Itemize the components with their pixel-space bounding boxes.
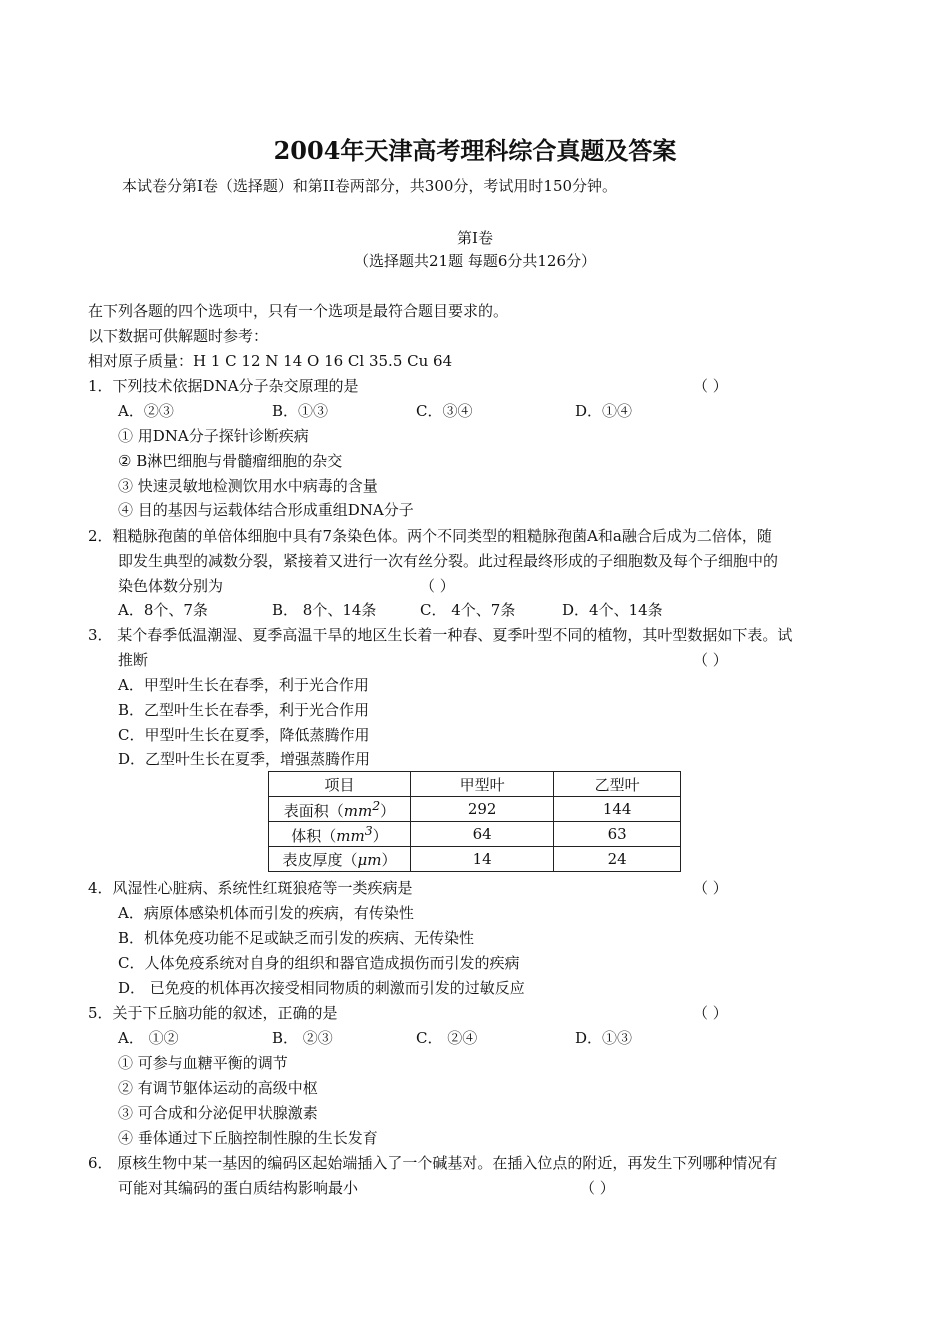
note-reference: 以下数据可供解题时参考： xyxy=(88,327,269,345)
q1-option-c: C．③④ xyxy=(416,402,473,420)
q5-option-d: D．①③ xyxy=(575,1029,633,1047)
q5-option-b: B． ②③ xyxy=(272,1029,333,1047)
table-row xyxy=(269,797,681,822)
note-atomic-mass: 相对原子质量：H 1 C 12 N 14 O 16 Cl 35.5 Cu 64 xyxy=(88,352,453,370)
intro: 本试卷分第Ⅰ卷（选择题）和第II卷两部分，共300分，考试用时150分钟。 xyxy=(122,177,618,195)
q2-stem-line2: 即发生典型的减数分裂，紧接着又进行一次有丝分裂。此过程最终形成的子细胞数及每个子细胞中的 xyxy=(118,552,779,570)
table-cell: 292 xyxy=(410,797,553,822)
q1-item-4: ④ 目的基因与运载体结合形成重组DNA分子 xyxy=(118,501,414,519)
q1-answer-bracket: （ ） xyxy=(693,377,728,395)
q2-option-d: D．4个、14条 xyxy=(562,601,663,619)
table-header-type-a: 甲型叶 xyxy=(410,772,553,797)
q1-stem: 1．下列技术依据DNA分子杂交原理的是 xyxy=(88,377,359,395)
q3-option-d: D．乙型叶生长在夏季，增强蒸腾作用 xyxy=(118,750,371,768)
table-cell: 24 xyxy=(554,847,681,872)
q6-stem-line2: 可能对其编码的蛋白质结构影响最小 xyxy=(118,1179,359,1197)
q3-stem-line1: 3． 某个春季低温潮湿、夏季高温干旱的地区生长着一种春、夏季叶型不同的植物，其叶型数据如下表。试 xyxy=(88,626,793,644)
table-cell: 14 xyxy=(410,847,553,872)
q6-stem-line1: 6． 原核生物中某一基因的编码区起始端插入了一个碱基对。在插入位点的附近，再发生下列哪种情况有 xyxy=(88,1154,778,1172)
q5-item-2: ② 有调节躯体运动的高级中枢 xyxy=(118,1079,318,1097)
q4-answer-bracket: （ ） xyxy=(693,879,728,897)
q2-option-c: C． 4个、7条 xyxy=(420,601,516,619)
q1-item-3: ③ 快速灵敏地检测饮用水中病毒的含量 xyxy=(118,477,378,495)
part1-heading: 第Ⅰ卷 xyxy=(457,229,493,247)
q1-item-1: ① 用DNA分子探针诊断疾病 xyxy=(118,427,309,445)
q3-option-c: C．甲型叶生长在夏季，降低蒸腾作用 xyxy=(118,726,370,744)
table-cell-label: 表皮厚度（μm） xyxy=(269,847,411,872)
q5-answer-bracket: （ ） xyxy=(693,1004,728,1022)
q5-item-4: ④ 垂体通过下丘脑控制性腺的生长发育 xyxy=(118,1129,378,1147)
table-cell-label: 体积$(mm^3)$ xyxy=(269,822,411,847)
table-cell: 64 xyxy=(410,822,553,847)
q3-answer-bracket: （ ） xyxy=(693,651,728,669)
leaf-data-table xyxy=(268,771,681,872)
page-title: 2004年天津高考理科综合真题及答案 xyxy=(273,136,677,165)
q5-item-3: ③ 可合成和分泌促甲状腺激素 xyxy=(118,1104,318,1122)
q3-option-a: A．甲型叶生长在春季，利于光合作用 xyxy=(118,676,369,694)
q1-option-b: B．①③ xyxy=(272,402,329,420)
q5-stem: 5．关于下丘脑功能的叙述，正确的是 xyxy=(88,1004,338,1022)
q2-stem-line1: 2．粗糙脉孢菌的单倍体细胞中具有7条染色体。两个不同类型的粗糙脉孢菌A和a融合后成为二倍体，随 xyxy=(88,527,772,545)
table-row xyxy=(269,822,681,847)
table-cell: 63 xyxy=(554,822,681,847)
table-cell-label: 表面积$(mm^2)$ xyxy=(269,797,411,822)
q4-option-a: A．病原体感染机体而引发的疾病，有传染性 xyxy=(118,904,414,922)
q3-stem-line2: 推断 xyxy=(118,651,149,669)
q2-stem-line3: 染色体数分别为 xyxy=(118,577,224,595)
q1-option-a: A．②③ xyxy=(118,402,174,420)
q4-stem: 4．风湿性心脏病、系统性红斑狼疮等一类疾病是 xyxy=(88,879,413,897)
q3-option-b: B．乙型叶生长在春季，利于光合作用 xyxy=(118,701,370,719)
table-header-item: 项目 xyxy=(269,772,411,797)
q4-option-c: C．人体免疫系统对自身的组织和器官造成损伤而引发的疾病 xyxy=(118,954,520,972)
q5-option-c: C． ②④ xyxy=(416,1029,478,1047)
q1-option-d: D．①④ xyxy=(575,402,633,420)
table-header-type-b: 乙型叶 xyxy=(554,772,681,797)
table-row xyxy=(269,847,681,872)
q2-answer-bracket: （ ） xyxy=(420,577,455,595)
q4-option-d: D． 已免疫的机体再次接受相同物质的刺激而引发的过敏反应 xyxy=(118,979,525,997)
q2-option-b: B． 8个、14条 xyxy=(272,601,377,619)
q6-answer-bracket: （ ） xyxy=(580,1179,615,1197)
q4-option-b: B．机体免疫功能不足或缺乏而引发的疾病、无传染性 xyxy=(118,929,475,947)
q2-option-a: A．8个、7条 xyxy=(118,601,208,619)
q1-item-2: ② B淋巴细胞与骨髓瘤细胞的杂交 xyxy=(118,452,343,470)
q5-item-1: ① 可参与血糖平衡的调节 xyxy=(118,1054,288,1072)
note-instruction: 在下列各题的四个选项中，只有一个选项是最符合题目要求的。 xyxy=(88,302,509,320)
table-cell: 144 xyxy=(554,797,681,822)
q5-option-a: A． ①② xyxy=(118,1029,179,1047)
part1-subheading: （选择题共21题 每题6分共126分） xyxy=(353,252,597,270)
table-header-row xyxy=(269,772,681,797)
